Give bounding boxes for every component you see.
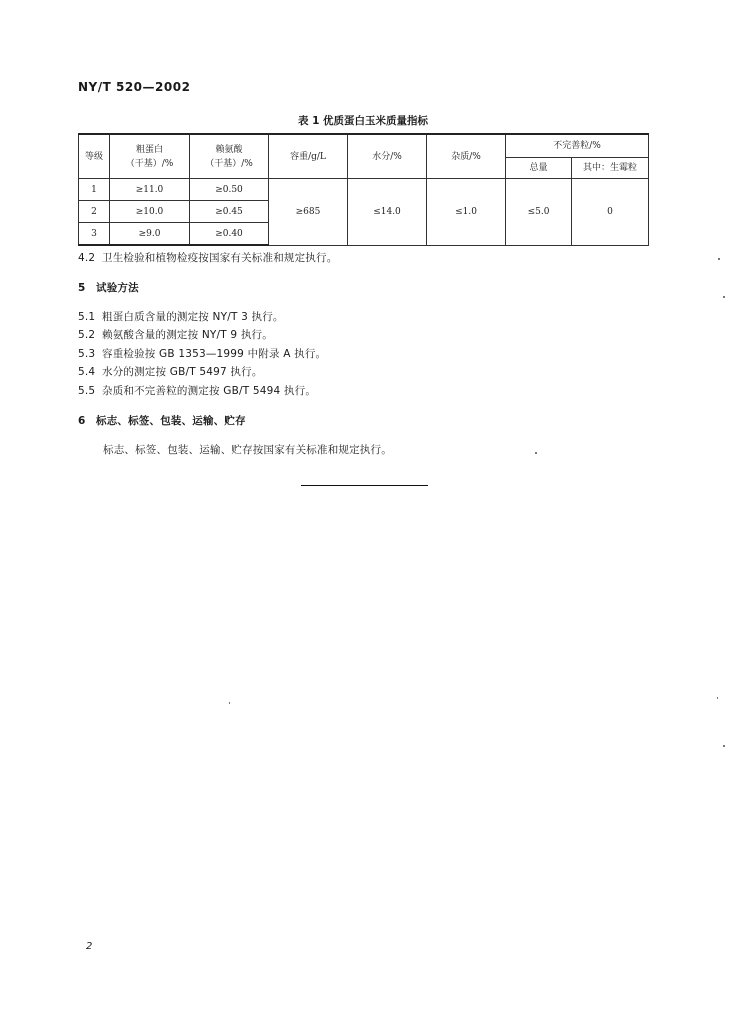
standard-code-header: NY/T 520—2002 [78, 80, 191, 94]
header-imperfect: 不完善粒/% [506, 134, 649, 158]
header-protein-line1: 粗蛋白 [135, 144, 163, 155]
header-imperfect-total: 总量 [506, 158, 572, 179]
cell-grade: 1 [79, 179, 110, 201]
section-6-heading [78, 413, 246, 428]
header-imperfect-mold: 其中：生霉粒 [572, 158, 649, 179]
clause-number: 5.1 [78, 311, 96, 323]
table-caption: 表 1 优质蛋白玉米质量指标 [297, 115, 429, 127]
scan-speck [723, 745, 725, 747]
scan-speck [229, 702, 230, 704]
clause-text: 赖氨酸含量的测定按 NY/T 9 执行。 [102, 329, 273, 341]
clause-number: 5.2 [78, 329, 96, 341]
cell-mold: 0 [572, 179, 649, 246]
clause-4-2 [78, 250, 337, 265]
clause-number: 5.3 [78, 348, 96, 360]
header-lysine-line1: 赖氨酸 [215, 144, 243, 155]
cell-imperfect-total: ≤5.0 [506, 179, 572, 246]
header-moisture: 水分/% [348, 134, 427, 179]
clause-text: 杂质和不完善粒的测定按 GB/T 5494 执行。 [102, 385, 317, 397]
clause-5-4 [78, 364, 263, 379]
header-impurity: 杂质/% [427, 134, 506, 179]
header-grade: 等级 [79, 134, 110, 179]
header-lysine [190, 134, 269, 179]
clause-number: 5.5 [78, 385, 96, 397]
section-number: 5 [78, 282, 86, 294]
cell-density: ≥685 [269, 179, 348, 246]
cell-protein: ≥10.0 [110, 201, 190, 223]
cell-lysine: ≥0.45 [190, 201, 269, 223]
clause-text: 水分的测定按 GB/T 5497 执行。 [102, 366, 263, 378]
cell-impurity: ≤1.0 [427, 179, 506, 246]
cell-protein: ≥9.0 [110, 223, 190, 246]
quality-spec-table [78, 133, 649, 246]
clause-5-1 [78, 309, 284, 324]
cell-grade: 2 [79, 201, 110, 223]
end-rule [301, 485, 428, 486]
clause-text: 容重检验按 GB 1353—1999 中附录 A 执行。 [102, 348, 327, 360]
header-density: 容重/g/L [269, 134, 348, 179]
clause-text: 卫生检验和植物检疫按国家有关标准和规定执行。 [102, 252, 338, 264]
table-row [79, 179, 649, 201]
page-number: 2 [86, 941, 93, 952]
section-title: 试验方法 [96, 282, 139, 294]
cell-lysine: ≥0.40 [190, 223, 269, 246]
header-lysine-line2: （干基）/% [205, 158, 253, 169]
section-number: 6 [78, 415, 86, 427]
scan-speck [718, 258, 720, 260]
header-protein [110, 134, 190, 179]
clause-5-2 [78, 327, 273, 342]
clause-5-3 [78, 346, 326, 361]
section-5-heading [78, 280, 139, 295]
clause-5-5 [78, 383, 316, 398]
cell-lysine: ≥0.50 [190, 179, 269, 201]
cell-grade: 3 [79, 223, 110, 246]
header-protein-line2: （干基）/% [125, 158, 174, 169]
cell-protein: ≥11.0 [110, 179, 190, 201]
section-title: 标志、标签、包装、运输、贮存 [96, 415, 246, 427]
clause-text: 粗蛋白质含量的测定按 NY/T 3 执行。 [102, 311, 284, 323]
section-6-text: 标志、标签、包装、运输、贮存按国家有关标准和规定执行。 [103, 444, 392, 456]
scan-speck [723, 296, 725, 298]
scan-speck [535, 452, 537, 454]
clause-number: 4.2 [78, 252, 96, 264]
cell-moisture: ≤14.0 [348, 179, 427, 246]
scan-speck [717, 697, 718, 699]
clause-number: 5.4 [78, 366, 96, 378]
